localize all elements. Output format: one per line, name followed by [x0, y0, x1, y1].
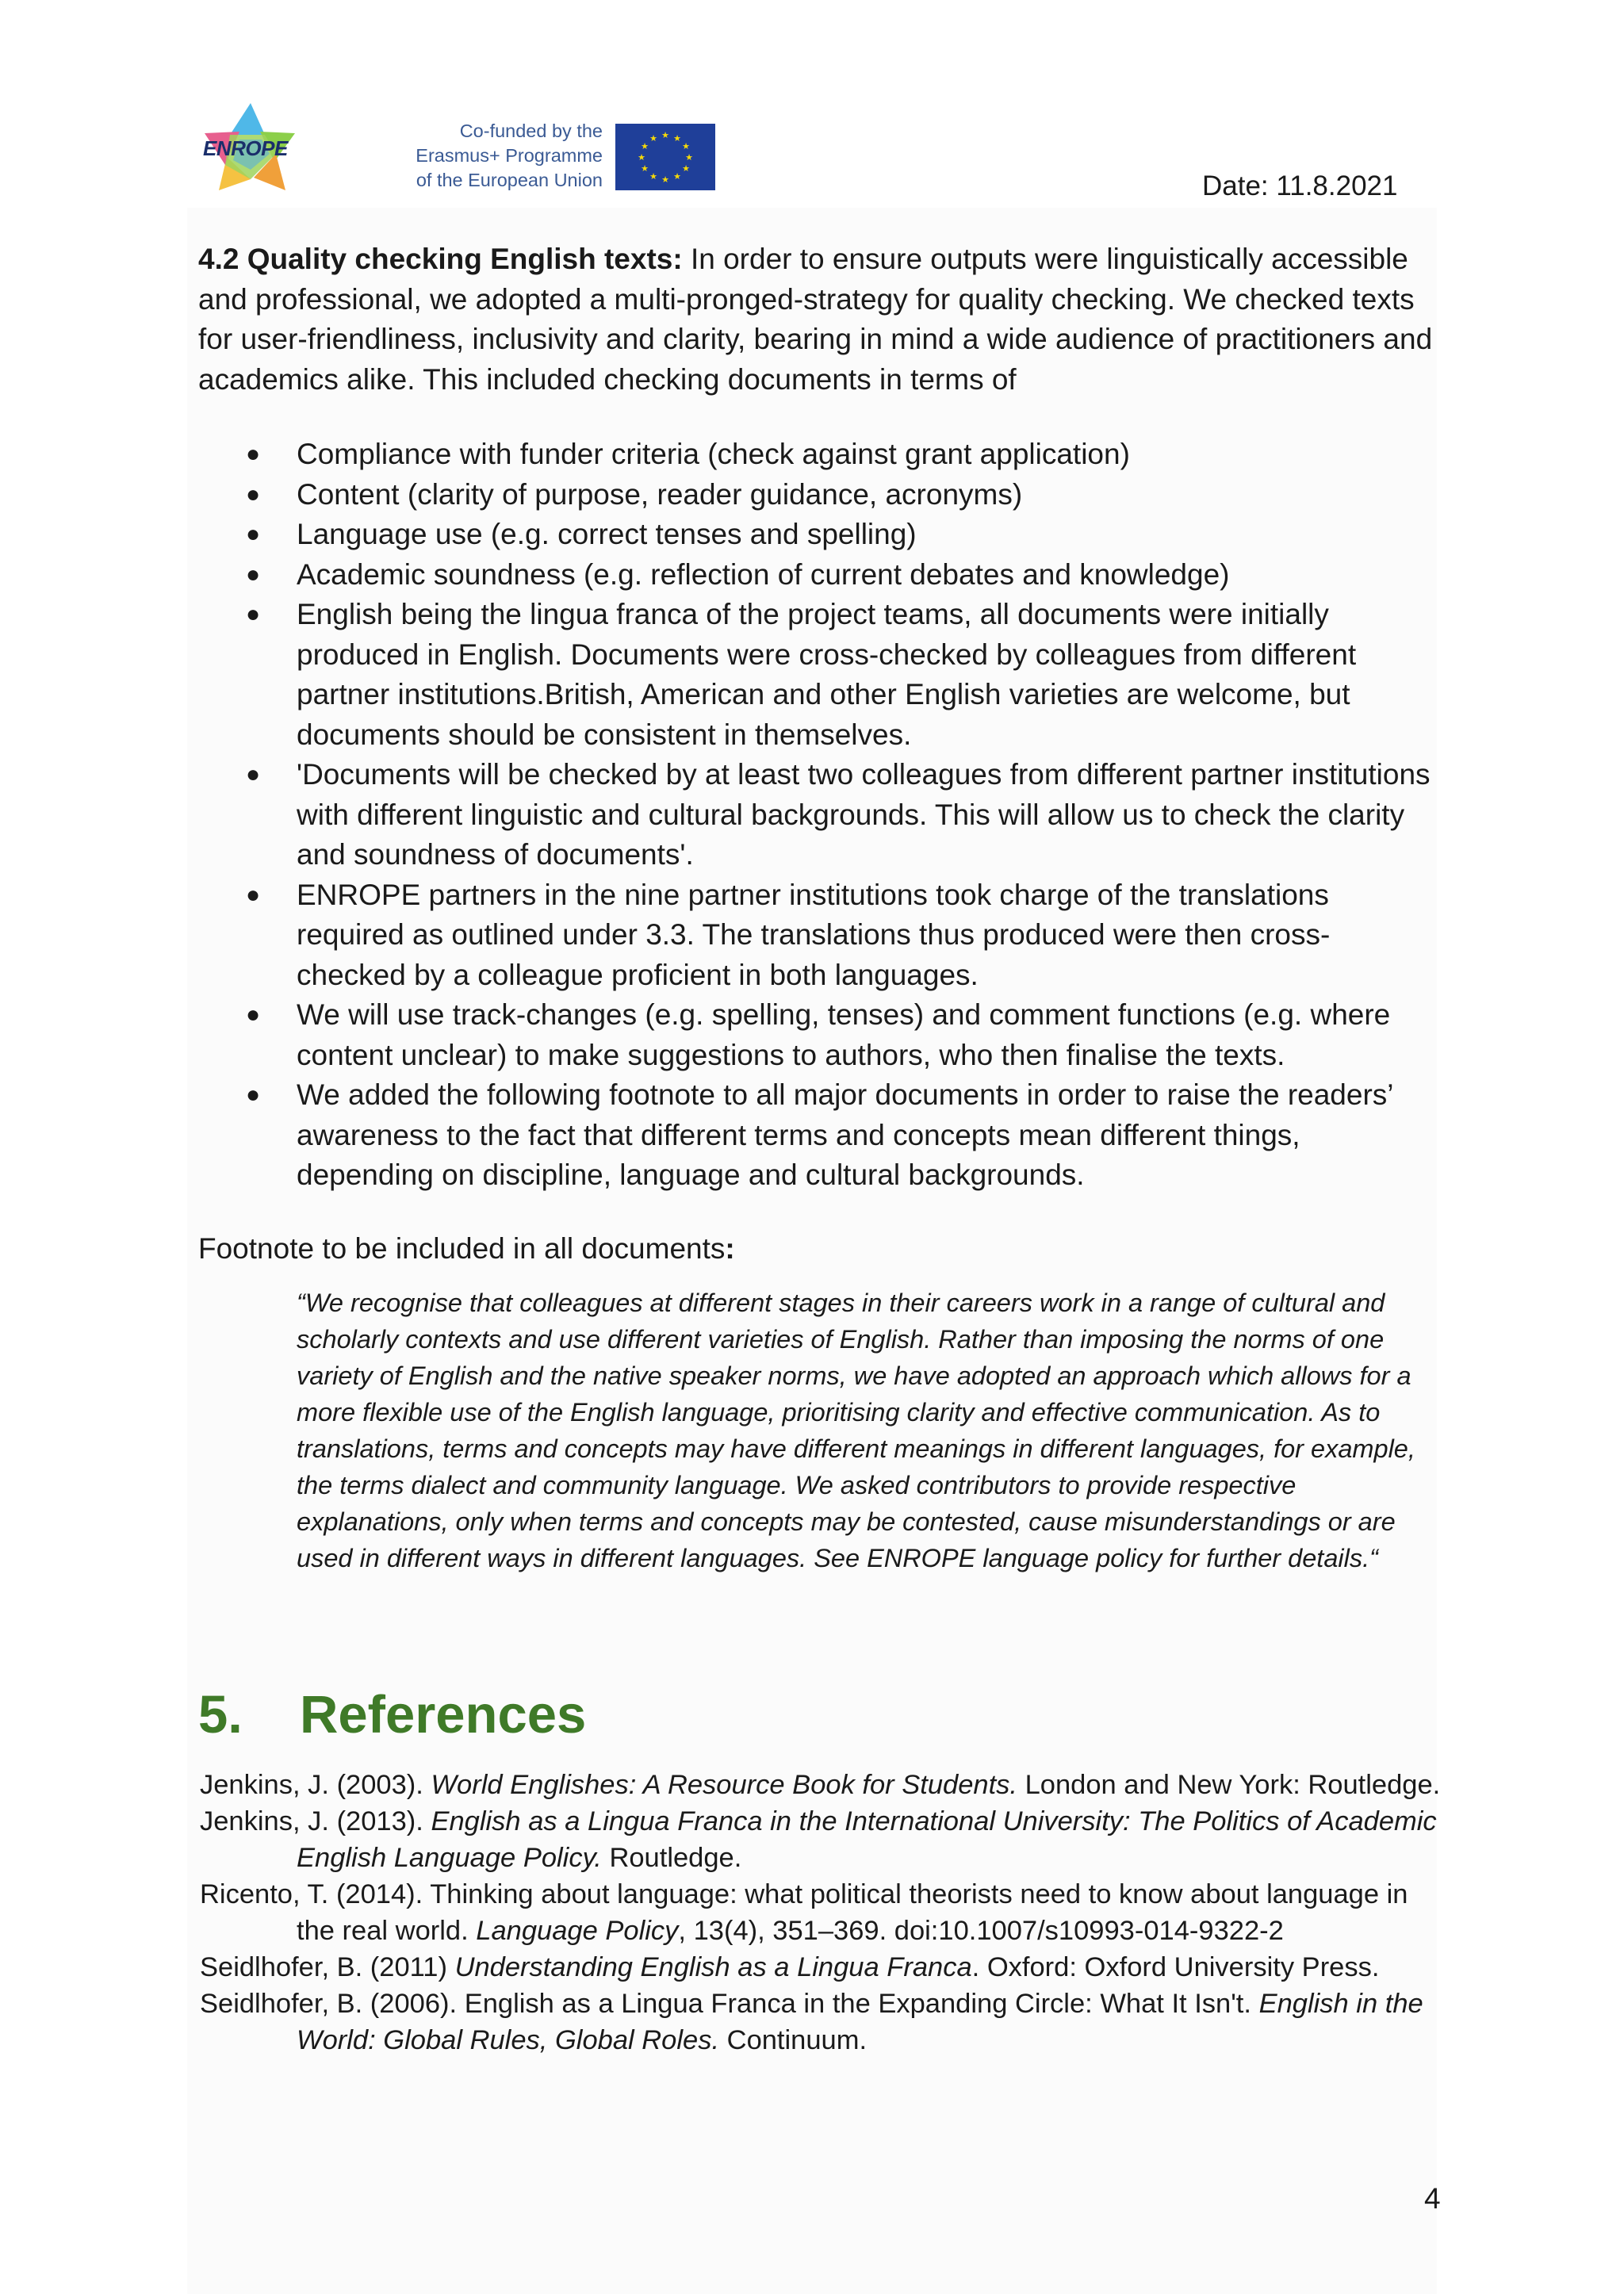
reference-text: Seidlhofer, B. (2006). English as a Lingua Franca in the Expanding Circle: What It Isn't.	[200, 1989, 1259, 2019]
reference-entry	[200, 1876, 1453, 1949]
reference-text: . Oxford: Oxford University Press.	[971, 1952, 1380, 1982]
reference-title: English in the World: Global Rules, Global Roles.	[297, 1989, 1423, 2055]
bullet: ●	[246, 761, 261, 787]
reference-title: Understanding English as a Lingua Franca	[454, 1952, 972, 1982]
svg-text:★: ★	[661, 130, 669, 140]
reference-entry	[200, 1949, 1453, 1986]
bullet: ●	[246, 881, 261, 908]
list-item	[198, 995, 1435, 1075]
reference-text: Jenkins, J. (2013).	[200, 1806, 431, 1836]
bullet: ●	[246, 521, 261, 547]
section-number: 5.	[198, 1685, 243, 1744]
svg-text:★: ★	[638, 152, 645, 163]
list-item	[198, 875, 1435, 996]
svg-text:★: ★	[661, 174, 669, 185]
reference-title: Language Policy	[476, 1916, 679, 1946]
bullet: ●	[246, 1082, 261, 1108]
list-item	[198, 555, 1435, 596]
reference-text: , 13(4), 351–369. doi:10.1007/s10993-014-9322-2	[678, 1916, 1284, 1946]
list-item-text: Compliance with funder criteria (check against grant application)	[297, 438, 1130, 470]
list-item-text: ENROPE partners in the nine partner institutions took charge of the translations required as outlined under 3.3. The translations thus produced were then cross-checked by a colleague proficient in both languages.	[297, 878, 1331, 991]
eu-funding-text	[381, 119, 603, 193]
section-title: References	[300, 1685, 587, 1744]
enrope-logo	[198, 101, 303, 197]
svg-text:★: ★	[649, 133, 657, 144]
footnote-label	[198, 1229, 735, 1269]
bullet: ●	[246, 561, 261, 588]
list-item-text: Content (clarity of purpose, reader guidance, acronyms)	[297, 477, 1023, 511]
list-item	[198, 475, 1435, 515]
list-item	[198, 515, 1435, 555]
list-item	[198, 595, 1435, 755]
eu-line: of the European Union	[416, 170, 603, 190]
reference-entry	[200, 1803, 1453, 1876]
reference-text: London and New York: Routledge.	[1017, 1770, 1441, 1800]
list-item	[198, 755, 1435, 875]
section-4-2-heading: 4.2 Quality checking English texts:	[198, 243, 683, 275]
reference-text: Continuum.	[719, 2025, 868, 2055]
section-4-2-intro: In order to ensure outputs were linguistically accessible and professional, we adopted a multi-pronged-strategy for quality checking. We checked texts for user-friendliness, inclusivity and clarity, bearing in mind a wide audience of practitioners and academics alike. This included checking documents in terms of	[198, 243, 1433, 396]
list-item-text: Language use (e.g. correct tenses and spelling)	[297, 518, 917, 550]
footnote-label-colon: :	[725, 1232, 735, 1265]
svg-text:★: ★	[649, 171, 657, 182]
list-item-text: Academic soundness (e.g. reflection of current debates and knowledge)	[297, 557, 1230, 591]
bullet: ●	[246, 1001, 261, 1028]
reference-text: Ricento, T. (2014). Thinking about language: what political theorists need to know about language in the real world.	[200, 1879, 1408, 1946]
svg-text:★: ★	[685, 152, 693, 163]
svg-text:★: ★	[673, 171, 681, 182]
svg-text:★: ★	[641, 163, 649, 174]
svg-text:★: ★	[641, 141, 649, 151]
references-heading	[198, 1679, 586, 1751]
list-item-text: 'Documents will be checked by at least two colleagues from different partner institutions with different linguistic and cultural backgrounds. This will allow us to check the clarity and soundness of documents'.	[297, 758, 1431, 871]
reference-text: Seidlhofer, B. (2011)	[200, 1952, 455, 1982]
quality-check-list	[198, 435, 1435, 1196]
footnote-label-text: Footnote to be included in all documents	[198, 1232, 726, 1265]
reference-text: Routledge.	[601, 1843, 742, 1873]
reference-list	[200, 1767, 1453, 2058]
document-date: Date: 11.8.2021	[1202, 170, 1398, 201]
bullet: ●	[246, 441, 261, 467]
list-item	[198, 1075, 1435, 1196]
page-number: 4	[1424, 2182, 1441, 2215]
eu-line: Erasmus+ Programme	[416, 145, 603, 166]
svg-text:★: ★	[682, 141, 690, 151]
eu-flag-icon	[615, 124, 715, 190]
list-item	[198, 435, 1435, 475]
logo-text: ENROPE	[203, 136, 288, 160]
reference-title: English as a Lingua Franca in the International University: The Politics of Academic English Language Policy.	[297, 1806, 1437, 1873]
bullet: ●	[246, 601, 261, 627]
eu-line: Co-funded by the	[459, 121, 603, 141]
reference-title: World Englishes: A Resource Book for Students.	[431, 1770, 1018, 1800]
reference-text: Jenkins, J. (2003).	[200, 1770, 431, 1800]
svg-text:★: ★	[673, 133, 681, 144]
list-item-text: We added the following footnote to all major documents in order to raise the readers’ awareness to the fact that different terms and concepts mean different things, depending on discipline, language and cultural backgrounds.	[297, 1078, 1393, 1191]
page-header	[0, 0, 1624, 206]
reference-entry	[200, 1986, 1453, 2058]
footnote-quote: “We recognise that colleagues at different stages in their careers work in a range of cultural and scholarly contexts and use different varieties of English. Rather than imposing the norms of one variety of English and the native speaker norms, we have adopted an approach which allows for a more flexible use of the English language, prioritising clarity and effective communication. As to translations, terms and concepts may have different meanings in different languages, for example, the terms dialect and community language. We asked contributors to provide respective explanations, only when terms and concepts may be contested, cause misunderstandings or are used in different ways in different languages. See ENROPE language policy for further details.“	[297, 1289, 1415, 1572]
svg-text:★: ★	[682, 163, 690, 174]
reference-entry	[200, 1767, 1453, 1803]
bullet: ●	[246, 481, 261, 507]
section-4-2-paragraph	[198, 239, 1435, 400]
list-item-text: English being the lingua franca of the project teams, all documents were initially produced in English. Documents were cross-checked by colleagues from different partner institutions.British, American and other English varieties are welcome, but documents should be consistent in themselves.	[297, 598, 1357, 751]
list-item-text: We will use track-changes (e.g. spelling, tenses) and comment functions (e.g. where content unclear) to make suggestions to authors, who then finalise the texts.	[297, 998, 1391, 1071]
